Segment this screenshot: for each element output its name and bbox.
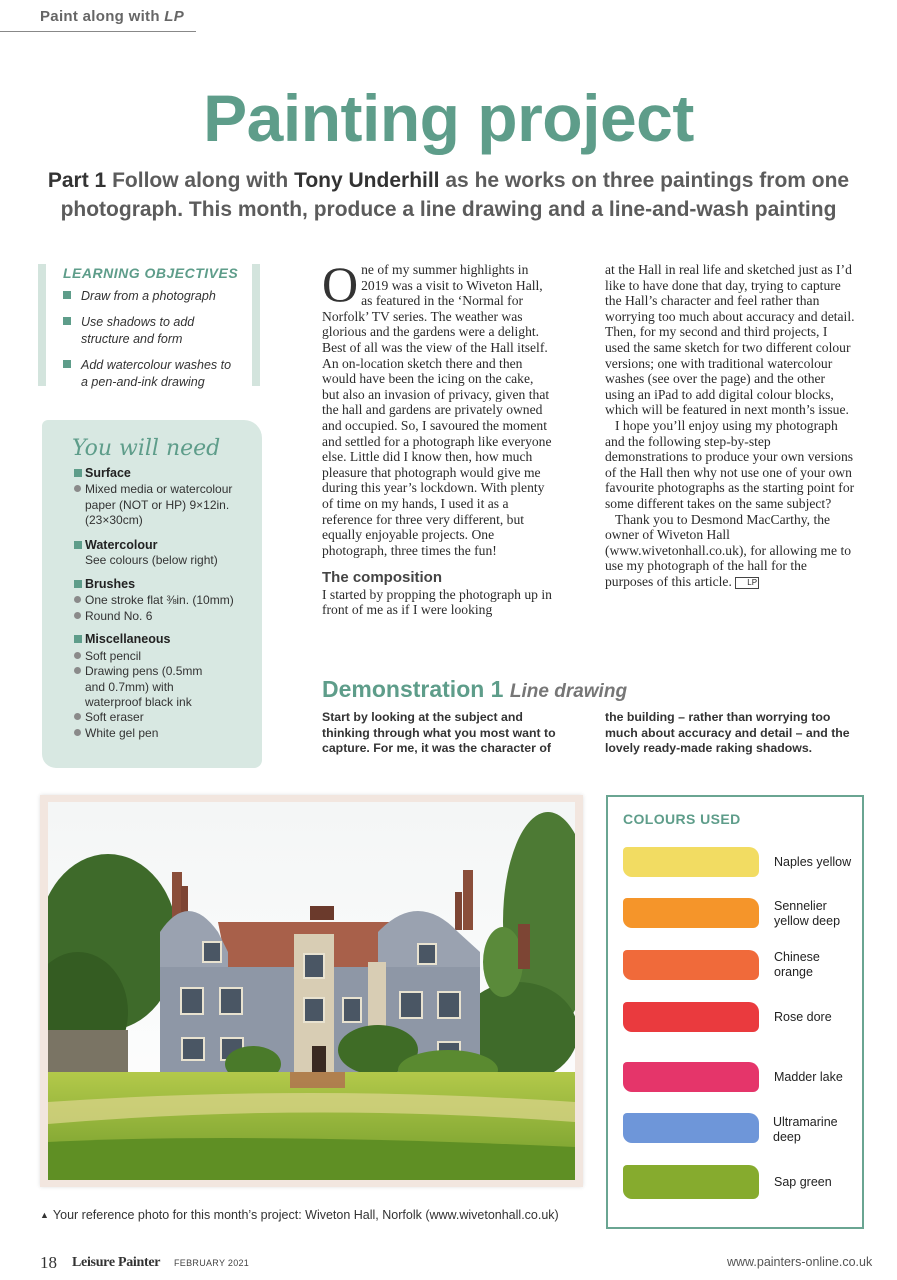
- colours-heading: COLOURS USED: [623, 811, 741, 827]
- section-heading: The composition: [322, 569, 442, 587]
- square-bullet-icon: [74, 469, 82, 477]
- square-bullet-icon: [74, 635, 82, 643]
- dot-bullet-icon: [74, 713, 81, 720]
- colour-swatch: [623, 1165, 759, 1199]
- article-paragraph: at the Hall in real life and sketched just as I’d like to have done that day, trying to capture the Hall’s character and feel rather than worrying too much about accuracy and detail. Then, for my second and third projects, I used the same sketch for two different colour versions; one with traditional watercolour washes (see over the page) and the other using an iPad to add digital colour blocks, which will be featured in next month’s issue.: [605, 262, 855, 418]
- drop-cap: O: [322, 256, 359, 312]
- colour-label: Chinese orange: [774, 950, 820, 979]
- dot-bullet-icon: [74, 612, 81, 619]
- demonstration-heading: Demonstration 1 Line drawing: [322, 676, 628, 702]
- materials-item: Drawing pens (0.5mm and 0.7mm) with waterproof black ink: [74, 664, 244, 711]
- materials-item: One stroke flat ⅜in. (10mm): [74, 593, 244, 609]
- article-paragraph: Thank you to Desmond MacCarthy, the owner of Wiveton Hall (www.wivetonhall.co.uk), for allowing me to use my photograph of the hall for the purposes of this article. LP: [605, 511, 852, 589]
- colour-swatch: [623, 847, 759, 877]
- colour-swatch: [623, 898, 759, 928]
- demonstration-text: Start by looking at the subject and thinking through what you most want to capture. For me, it was the character of: [322, 710, 556, 756]
- footer-url[interactable]: www.painters-online.co.uk: [727, 1255, 873, 1269]
- article-column-1: [322, 256, 554, 618]
- square-bullet-icon: [63, 317, 71, 325]
- page-title: Painting project: [203, 81, 694, 155]
- materials-category: Watercolour: [74, 538, 157, 552]
- colour-label: Ultramarine deep: [773, 1115, 838, 1144]
- article-column-2: [605, 262, 855, 589]
- colour-label: Naples yellow: [774, 855, 852, 869]
- colour-label: Rose dore: [774, 1010, 832, 1024]
- dot-bullet-icon: [74, 596, 81, 603]
- materials-category: Brushes: [74, 577, 135, 591]
- square-bullet-icon: [74, 541, 82, 549]
- materials-item: Mixed media or watercolour paper (NOT or HP) 9×12in. (23×30cm): [74, 482, 244, 529]
- caption-triangle-icon: ▲: [40, 1210, 49, 1220]
- magazine-logo: Leisure Painter: [72, 1255, 161, 1270]
- objective-item: Add watercolour washes to a pen-and-ink drawing: [63, 357, 243, 391]
- objective-item: Use shadows to add structure and form: [63, 314, 243, 348]
- lp-end-mark: LP: [735, 577, 759, 589]
- dot-bullet-icon: [74, 667, 81, 674]
- colour-swatch: [623, 1062, 759, 1092]
- colour-swatch: [623, 1113, 759, 1143]
- article-paragraph: I hope you’ll enjoy using my photograph and the following step-by-step demonstrations to produce your own versions of the Hall then why not use one of your own favourite photographs as the starting point for some different takes on the same subject?: [605, 417, 855, 511]
- materials-category: Miscellaneous: [74, 632, 170, 646]
- article-paragraph: ne of my summer highlights in 2019 was a visit to Wiveton Hall, as featured in the ‘Normal for Norfolk’ TV series. The weather was glorious and the gardens were a delight. Best of all was the view of the Hall itself. An on-location sketch there and then would have been the icing on the cake, but also an invasion of privacy, given that the hall and gardens are privately owned and occupied. So, I savoured the moment and settled for a photograph like everyone else. Little did I know then, how much pleasure that photograph would give me during this year’s lockdown. With plenty of time on my hands, I used it as a reference for three very different, but equally enjoyable projects. One photograph, three times the fun!: [322, 262, 552, 558]
- objectives-heading: LEARNING OBJECTIVES: [63, 265, 239, 281]
- materials-item: Soft eraser: [74, 710, 244, 726]
- materials-item: White gel pen: [74, 726, 244, 742]
- square-bullet-icon: [74, 580, 82, 588]
- materials-heading: You will need: [72, 436, 221, 461]
- demonstration-text: the building – rather than worrying too much about accuracy and detail – and the lovely ready-made raking shadows.: [605, 710, 850, 756]
- series-label: Paint along with LP: [40, 8, 185, 25]
- issue-date: FEBRUARY 2021: [174, 1258, 250, 1268]
- objective-item: Draw from a photograph: [63, 288, 243, 305]
- colour-label: Madder lake: [774, 1070, 843, 1084]
- reference-photo-wiveton-hall: [48, 802, 575, 1180]
- materials-note: See colours (below right): [85, 553, 218, 567]
- materials-item: Round No. 6: [74, 609, 244, 625]
- materials-category: Surface: [74, 466, 131, 480]
- square-bullet-icon: [63, 360, 71, 368]
- standfirst: Part 1 Follow along with Tony Underhill as he works on three paintings from one photograph. This month, produce a line drawing and a line-and-wash painting: [47, 169, 850, 221]
- colour-swatch: [623, 950, 759, 980]
- objectives-bar-right: [252, 264, 260, 386]
- materials-item: Soft pencil: [74, 649, 244, 665]
- dot-bullet-icon: [74, 729, 81, 736]
- colour-swatch: [623, 1002, 759, 1032]
- article-paragraph: I started by propping the photograph up in front of me as if I were looking: [322, 586, 552, 618]
- series-rule: [0, 31, 196, 32]
- colour-label: Sennelier yellow deep: [774, 899, 841, 928]
- photo-caption: ▲ Your reference photo for this month’s project: Wiveton Hall, Norfolk (www.wivetonhall.co.uk): [40, 1208, 559, 1222]
- colour-label: Sap green: [774, 1175, 832, 1189]
- dot-bullet-icon: [74, 652, 81, 659]
- dot-bullet-icon: [74, 485, 81, 492]
- objectives-bar-left: [38, 264, 46, 386]
- page-number: 18: [40, 1253, 57, 1272]
- square-bullet-icon: [63, 291, 71, 299]
